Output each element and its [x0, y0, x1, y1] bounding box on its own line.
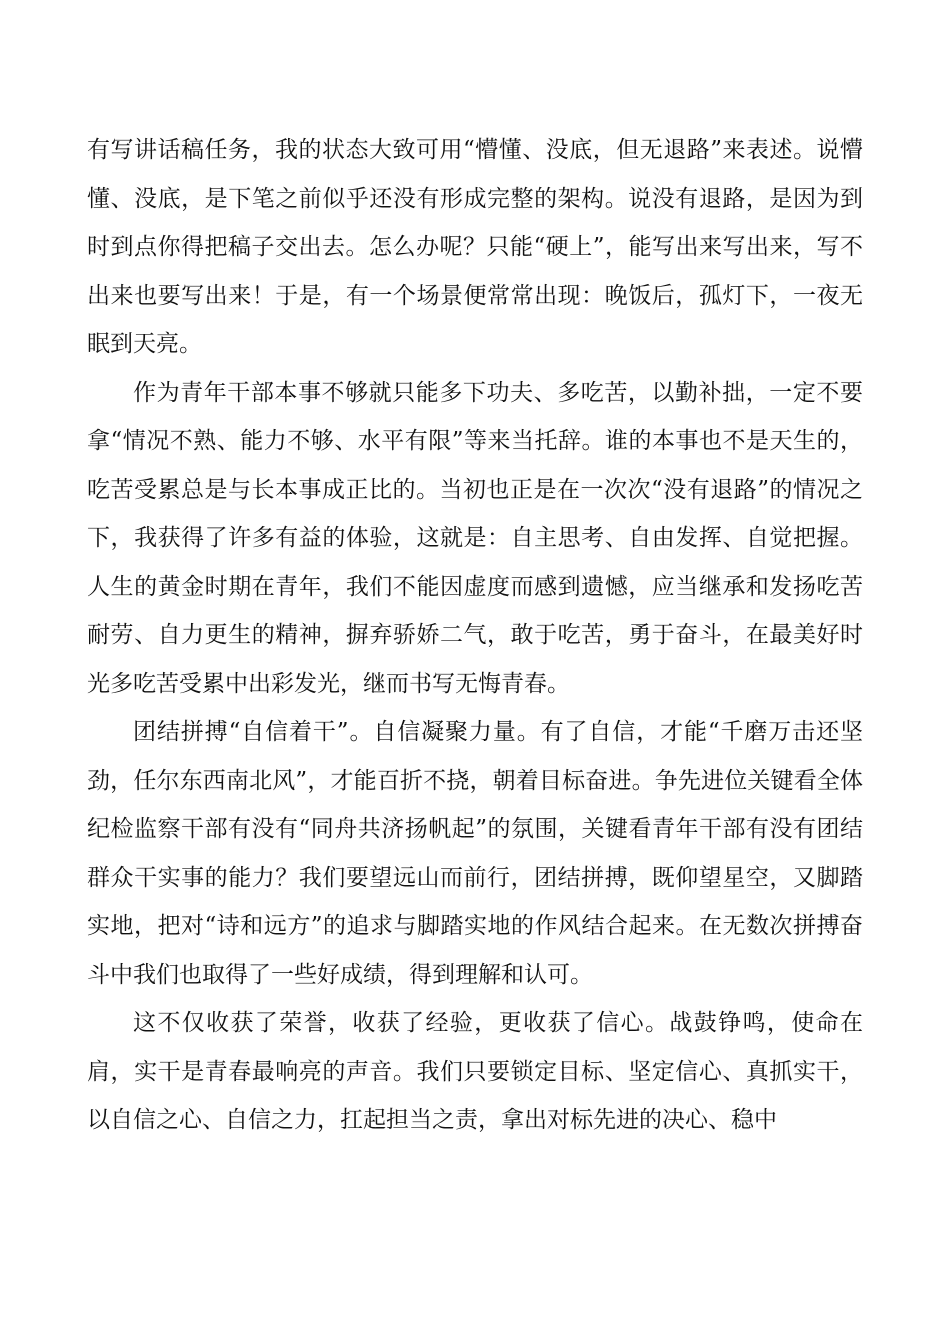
document-body [87, 126, 863, 1145]
paragraph-2-line-3: 生的，吃苦受累总是与长本事成正比的。当初也正是在一次次“没有退 [87, 428, 863, 503]
paragraph-4-line-3: 干，以自信之心、自信之力，扛起担当之责，拿出对标先进的决心、稳中 [87, 1058, 863, 1133]
paragraph-2-line-7: 于奋斗，在最美好时光多吃苦受累中出彩发光，继而书写无悔青春。 [87, 622, 863, 697]
paragraph-3-line-1: 团结拼搏“自信着干”。自信凝聚力量。有了自信，才能“千磨万击 [133, 719, 817, 745]
paragraph-2-line-1: 作为青年干部本事不够就只能多下功夫、多吃苦，以勤补拙，一定不 [133, 379, 840, 406]
paragraph-1-line-5: 灯下，一夜无眠到天亮。 [87, 282, 863, 357]
paragraph-3 [87, 708, 863, 999]
paragraph-4 [87, 999, 863, 1145]
paragraph-2-line-6: 当继承和发扬吃苦耐劳、自力更生的精神，摒弃骄娇二气，敢于吃苦，勇 [87, 573, 863, 648]
paragraph-2 [87, 369, 863, 709]
paragraph-4-line-1: 这不仅收获了荣誉，收获了经验，更收获了信心。战鼓铮鸣，使命在 [133, 1010, 863, 1036]
paragraph-2-line-4: 路”的情况之下，我获得了许多有益的体验，这就是：自主思考、自由发 [87, 476, 863, 551]
paragraph-3-line-6: 来。在无数次拼搏奋斗中我们也取得了一些好成绩，得到理解和认可。 [87, 913, 863, 988]
paragraph-2-line-2: 要拿“情况不熟、能力不够、水平有限”等来当托辞。谁的本事也不是天 [87, 379, 863, 454]
paragraph-1-line-4: 出来，写不出来也要写出来！于是，有一个场景便常常出现：晚饭后，孤 [87, 234, 863, 309]
paragraph-3-line-2: 还坚劲，任尔东西南北风”，才能百折不挠，朝着目标奋进。争先进位关 [87, 719, 864, 794]
paragraph-4-line-2: 肩，实干是青春最响亮的声音。我们只要锁定目标、坚定信心、真抓实 [87, 1058, 817, 1085]
paragraph-3-line-3: 键看全体纪检监察干部有没有“同舟共济扬帆起”的氛围，关键看青年干 [87, 767, 864, 842]
paragraph-1-line-1: 有写讲话稿任务，我的状态大致可用“懵懂、没底，但无退路”来表述。 [87, 137, 817, 163]
paragraph-2-line-5: 挥、自觉把握。人生的黄金时期在青年，我们不能因虚度而感到遗憾，应 [87, 525, 863, 600]
paragraph-3-line-4: 部有没有团结群众干实事的能力？我们要望远山而前行，团结拼搏，既仰 [87, 816, 863, 891]
paragraph-1-line-3: 因为到时到点你得把稿子交出去。怎么办呢？只能“硬上”，能写出来写 [87, 185, 863, 260]
paragraph-3-line-5: 望星空，又脚踏实地，把对“诗和远方”的追求与脚踏实地的作风结合起 [87, 864, 863, 939]
paragraph-1 [87, 126, 863, 369]
paragraph-1-line-2: 说懵懂、没底，是下笔之前似乎还没有形成完整的架构。说没有退路，是 [87, 137, 863, 212]
